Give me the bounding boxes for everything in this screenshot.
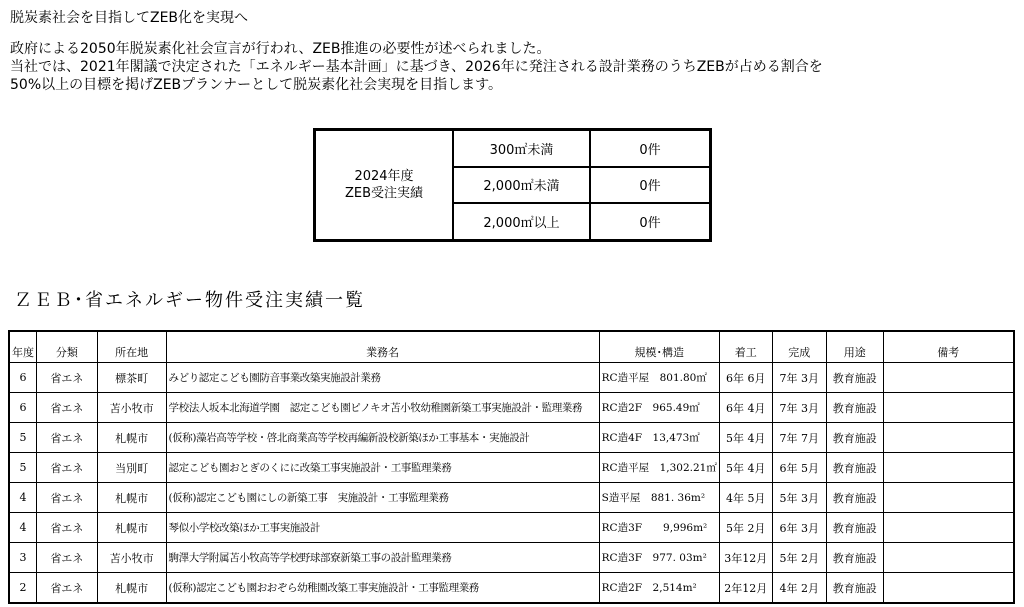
- use-cell: 教育施設: [826, 483, 883, 513]
- use-cell: 教育施設: [826, 363, 883, 393]
- scale-cell: RC造平屋 1,302.21㎡: [599, 453, 719, 483]
- summary-label-year: 2024年度: [354, 169, 414, 184]
- year-cell: 3: [9, 543, 37, 573]
- location-cell: 当別町: [97, 453, 166, 483]
- location-cell: 札幌市: [97, 423, 166, 453]
- table-row: [9, 453, 1014, 483]
- remarks-cell: [883, 483, 1014, 513]
- records-body: [9, 363, 1014, 604]
- category-cell: 省エネ: [37, 483, 98, 513]
- year-cell: 6: [9, 393, 37, 423]
- year-cell: 2: [9, 573, 37, 604]
- records-table: [8, 330, 1015, 604]
- completion-cell: 7年 7月: [772, 423, 826, 453]
- project-name-cell: 琴似小学校改築ほか工事実施設計: [166, 513, 599, 543]
- scale-cell: RC造3F 977. 03m²: [599, 543, 719, 573]
- category-cell: 省エネ: [37, 543, 98, 573]
- table-row: [9, 423, 1014, 453]
- location-cell: 苫小牧市: [97, 393, 166, 423]
- header-row: [9, 331, 1014, 363]
- remarks-cell: [883, 393, 1014, 423]
- project-name-cell: (仮称)藻岩高等学校・啓北商業高等学校再編新設校新築ほか工事基本・実施設計: [166, 423, 599, 453]
- year-cell: 4: [9, 483, 37, 513]
- table-row: [9, 573, 1014, 604]
- remarks-cell: [883, 573, 1014, 604]
- use-cell: 教育施設: [826, 423, 883, 453]
- use-cell: 教育施設: [826, 543, 883, 573]
- scale-cell: RC造3F 9,996m²: [599, 513, 719, 543]
- table-row: [9, 543, 1014, 573]
- header-cell: 備考: [883, 331, 1014, 363]
- completion-cell: 5年 3月: [772, 483, 826, 513]
- header-cell: 所在地: [97, 331, 166, 363]
- header-cell: 着工: [719, 331, 772, 363]
- summary-size: 2,000㎡以上: [453, 203, 590, 240]
- remarks-cell: [883, 543, 1014, 573]
- start-cell: 3年12月: [719, 543, 772, 573]
- year-cell: 4: [9, 513, 37, 543]
- intro-text: [10, 40, 823, 94]
- summary-row: [315, 130, 711, 167]
- remarks-cell: [883, 363, 1014, 393]
- project-name-cell: (仮称)認定こども園おおぞら幼稚園改築工事実施設計・工事監理業務: [166, 573, 599, 604]
- summary-label: [315, 130, 454, 241]
- completion-cell: 7年 3月: [772, 393, 826, 423]
- category-cell: 省エネ: [37, 363, 98, 393]
- header-cell: 用途: [826, 331, 883, 363]
- header-cell: 完成: [772, 331, 826, 363]
- table-row: [9, 483, 1014, 513]
- location-cell: 札幌市: [97, 483, 166, 513]
- year-cell: 5: [9, 453, 37, 483]
- scale-cell: RC造2F 965.49㎡: [599, 393, 719, 423]
- scale-cell: RC造4F 13,473㎡: [599, 423, 719, 453]
- category-cell: 省エネ: [37, 573, 98, 604]
- location-cell: 札幌市: [97, 513, 166, 543]
- summary-size: 300㎡未満: [453, 130, 590, 167]
- start-cell: 5年 2月: [719, 513, 772, 543]
- location-cell: 標茶町: [97, 363, 166, 393]
- table-row: [9, 513, 1014, 543]
- header-cell: 規模･構造: [599, 331, 719, 363]
- remarks-cell: [883, 453, 1014, 483]
- completion-cell: 4年 2月: [772, 573, 826, 604]
- intro-line: 政府による2050年脱炭素化社会宣言が行われ、ZEB推進の必要性が述べられました。: [10, 41, 551, 57]
- project-name-cell: みどり認定こども園防音事業改築実施設計業務: [166, 363, 599, 393]
- completion-cell: 7年 3月: [772, 363, 826, 393]
- summary-count: 0件: [590, 130, 711, 167]
- summary-count: 0件: [590, 203, 711, 240]
- use-cell: 教育施設: [826, 573, 883, 604]
- scale-cell: S造平屋 881. 36m²: [599, 483, 719, 513]
- summary-label-title: ZEB受注実績: [344, 186, 424, 201]
- completion-cell: 5年 2月: [772, 543, 826, 573]
- use-cell: 教育施設: [826, 393, 883, 423]
- category-cell: 省エネ: [37, 513, 98, 543]
- start-cell: 5年 4月: [719, 453, 772, 483]
- header-cell: 分類: [37, 331, 98, 363]
- table-row: [9, 363, 1014, 393]
- start-cell: 5年 4月: [719, 423, 772, 453]
- summary-count: 0件: [590, 167, 711, 203]
- scale-cell: RC造平屋 801.80㎡: [599, 363, 719, 393]
- scale-cell: RC造2F 2,514m²: [599, 573, 719, 604]
- table-row: [9, 393, 1014, 423]
- project-name-cell: 認定こども園おとぎのくにに改築工事実施設計・工事監理業務: [166, 453, 599, 483]
- remarks-cell: [883, 513, 1014, 543]
- category-cell: 省エネ: [37, 423, 98, 453]
- location-cell: 苫小牧市: [97, 543, 166, 573]
- start-cell: 6年 4月: [719, 393, 772, 423]
- list-title: ＺＥＢ･省エネルギー物件受注実績一覧: [14, 290, 365, 311]
- summary-size: 2,000㎡未満: [453, 167, 590, 203]
- category-cell: 省エネ: [37, 393, 98, 423]
- page-heading: 脱炭素社会を目指してZEB化を実現へ: [10, 10, 249, 26]
- remarks-cell: [883, 423, 1014, 453]
- zeb-summary-table: [313, 128, 712, 242]
- start-cell: 4年 5月: [719, 483, 772, 513]
- completion-cell: 6年 3月: [772, 513, 826, 543]
- year-cell: 6: [9, 363, 37, 393]
- location-cell: 札幌市: [97, 573, 166, 604]
- project-name-cell: (仮称)認定こども園にしの新築工事 実施設計・工事監理業務: [166, 483, 599, 513]
- intro-line: 50%以上の目標を掲げZEBプランナーとして脱炭素化社会実現を目指します。: [10, 77, 503, 93]
- project-name-cell: 学校法人坂本北海道学園 認定こども園ピノキオ苫小牧幼稚園新築工事実施設計・監理業務: [166, 393, 599, 423]
- project-name-cell: 駒澤大学附属苫小牧高等学校野球部寮新築工事の設計監理業務: [166, 543, 599, 573]
- start-cell: 6年 6月: [719, 363, 772, 393]
- header-cell: 業務名: [166, 331, 599, 363]
- year-cell: 5: [9, 423, 37, 453]
- category-cell: 省エネ: [37, 453, 98, 483]
- completion-cell: 6年 5月: [772, 453, 826, 483]
- intro-line: 当社では、2021年閣議で決定された「エネルギー基本計画」に基づき、2026年に発注される設計業務のうちZEBが占める割合を: [10, 59, 823, 75]
- start-cell: 2年12月: [719, 573, 772, 604]
- use-cell: 教育施設: [826, 453, 883, 483]
- use-cell: 教育施設: [826, 513, 883, 543]
- header-cell: 年度: [9, 331, 37, 363]
